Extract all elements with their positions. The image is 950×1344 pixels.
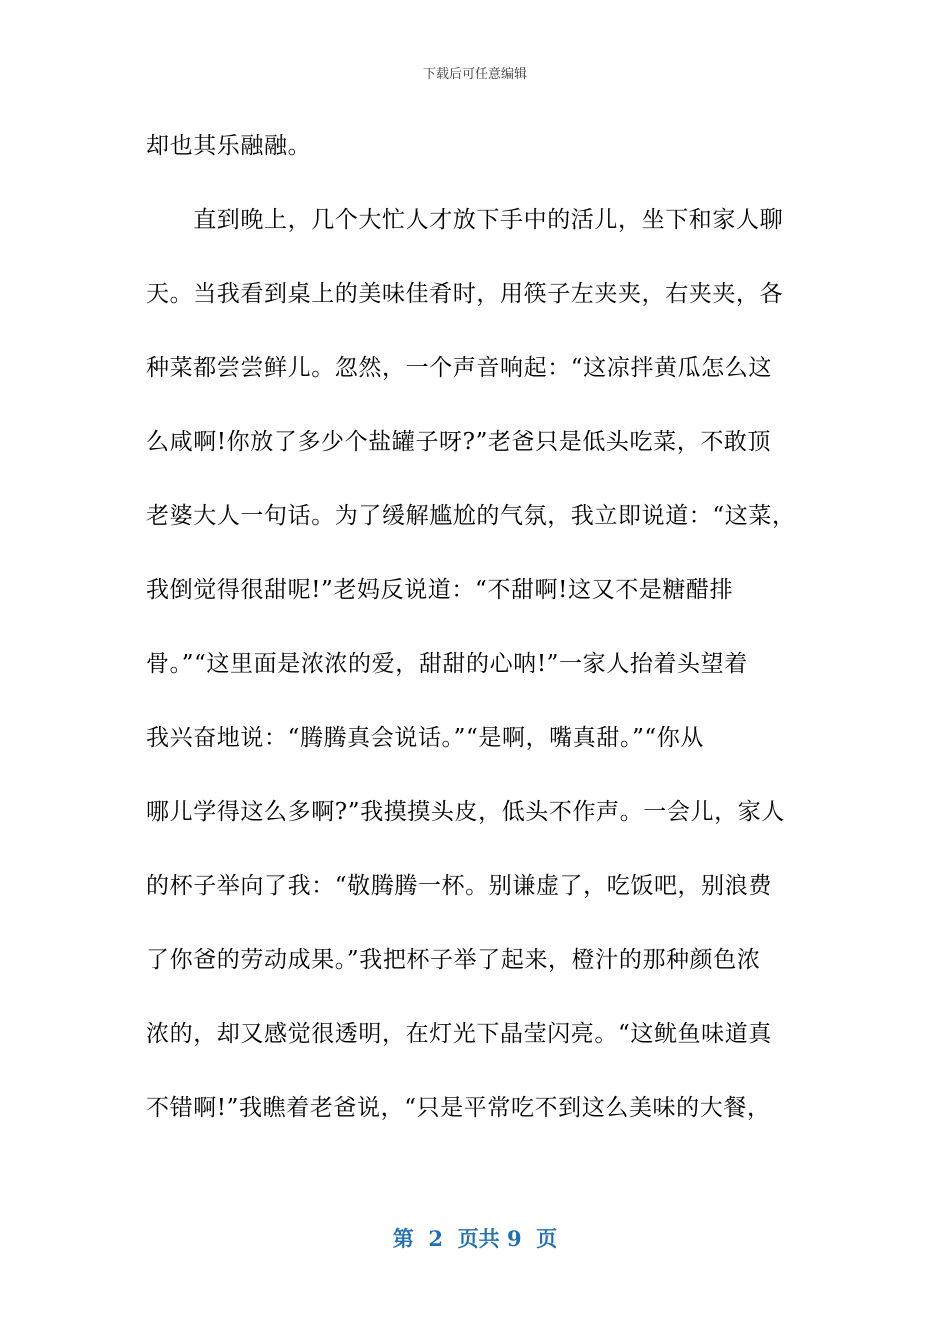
body-line: 的杯子举向了我：“敬腾腾一杯。别谦虚了，吃饭吧，别浪费 <box>146 873 772 899</box>
page-header-note: 下载后可任意编辑 <box>422 67 527 82</box>
body-line: 我倒觉得很甜呢!”老妈反说道：“不甜啊!这又不是糖醋排 <box>146 577 734 603</box>
body-line: 浓的，却又感觉很透明，在灯光下晶莹闪亮。“这鱿鱼味道真 <box>146 1021 772 1047</box>
body-line: 直到晚上，几个大忙人才放下手中的活儿，坐下和家人聊 <box>146 207 784 233</box>
body-line: 骨。”“这里面是浓浓的爱，甜甜的心呐!”一家人抬着头望着 <box>146 651 748 677</box>
body-line: 却也其乐融融。 <box>146 133 312 159</box>
body-line: 哪儿学得这么多啊?”我摸摸头皮，低头不作声。一会儿，家人 <box>146 799 785 825</box>
body-line: 种菜都尝尝鲜儿。忽然，一个声音响起：“这凉拌黄瓜怎么这 <box>146 355 772 381</box>
page-number-footer: 第 2 页共 9 页 <box>392 1226 558 1251</box>
body-line: 了你爸的劳动成果。”我把杯子举了起来，橙汁的那种颜色浓 <box>146 947 761 973</box>
body-line: 天。当我看到桌上的美味佳肴时，用筷子左夹夹，右夹夹，各 <box>146 281 784 307</box>
body-line: 不错啊!”我瞧着老爸说，“只是平常吃不到这么美味的大餐， <box>146 1095 771 1121</box>
body-line: 我兴奋地说：“腾腾真会说话。”“是啊，嘴真甜。”“你从 <box>146 725 704 751</box>
body-line: 老婆大人一句话。为了缓解尴尬的气氛，我立即说道：“这菜， <box>146 503 796 529</box>
body-line: 么咸啊!你放了多少个盐罐子呀?”老爸只是低头吃菜，不敢顶 <box>146 429 772 455</box>
